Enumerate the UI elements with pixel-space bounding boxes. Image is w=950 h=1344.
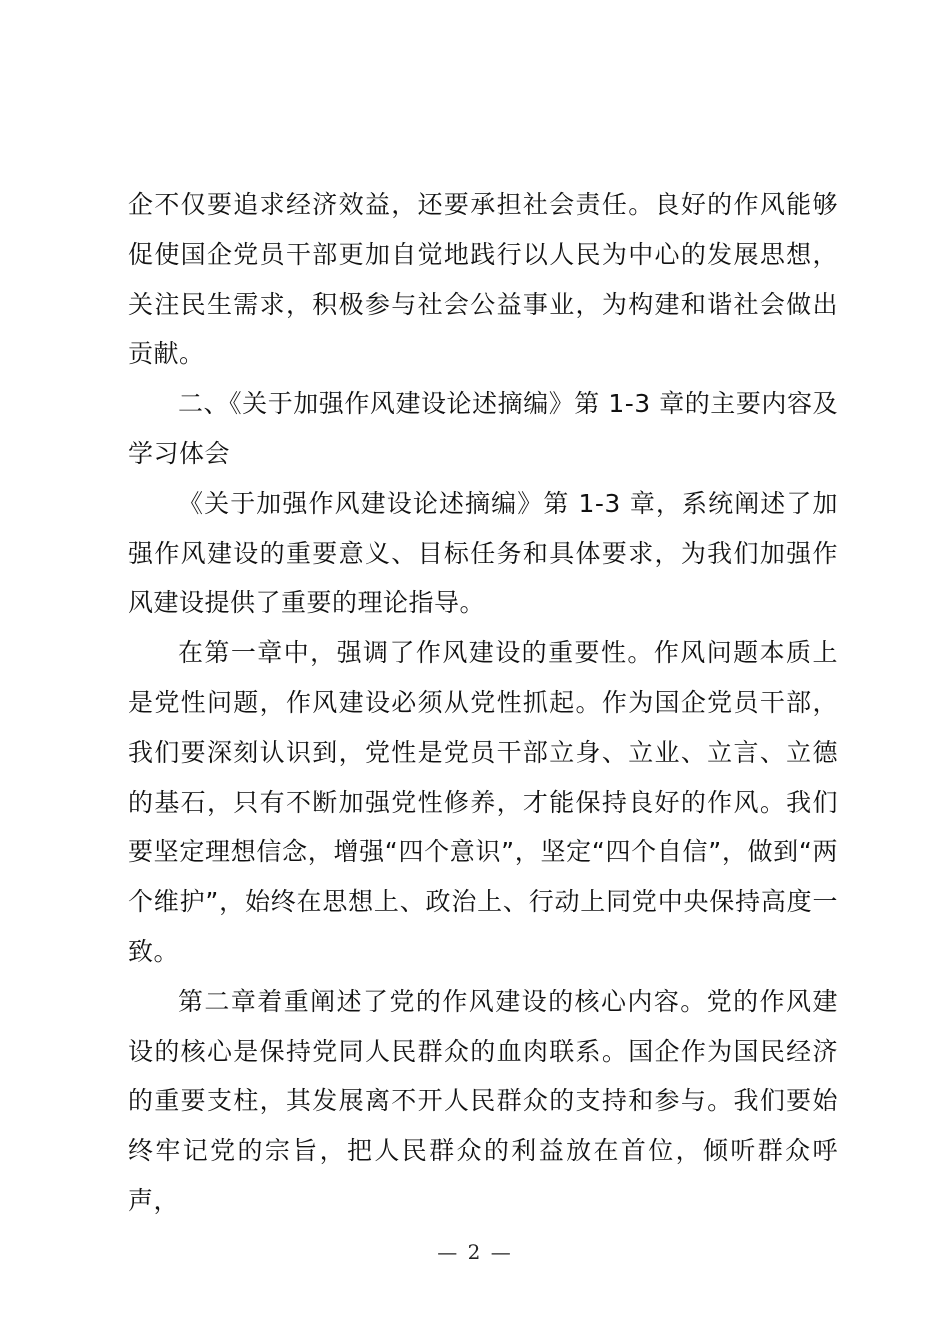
paragraph-chapter-two: 第二章着重阐述了党的作风建设的核心内容。党的作风建设的核心是保持党同人民群众的血肉联系。国企作为国民经济的重要支柱，其发展离不开人民群众的支持和参与。我们要始终牢记党的宗旨，把人民群众的利益放在首位，倾听群众呼声， [128,986,838,1215]
paragraph-intro: 《关于加强作风建设论述摘编》第 1-3 章，系统阐述了加强作风建设的重要意义、目标任务和具体要求，为我们加强作风建设提供了重要的理论指导。 [128,488,838,618]
page-number: — 2 — [437,1240,513,1264]
paragraph-chapter-one: 在第一章中，强调了作风建设的重要性。作风问题本质上是党性问题，作风建设必须从党性抓起。作为国企党员干部，我们要深刻认识到，党性是党员干部立身、立业、立言、立德的基石，只有不断加强党性修养，才能保持良好的作风。我们要坚定理想信念，增强“四个意识”，坚定“四个自信”，做到“两个维护”，始终在思想上、政治上、行动上同党中央保持高度一致。 [128,638,838,966]
section-heading: 二、《关于加强作风建设论述摘编》第 1-3 章的主要内容及学习体会 [128,389,838,468]
paragraph-continuation: 企不仅要追求经济效益，还要承担社会责任。良好的作风能够促使国企党员干部更加自觉地践行以人民为中心的发展思想，关注民生需求，积极参与社会公益事业，为构建和谐社会做出贡献。 [128,190,838,369]
document-body [128,180,838,1226]
